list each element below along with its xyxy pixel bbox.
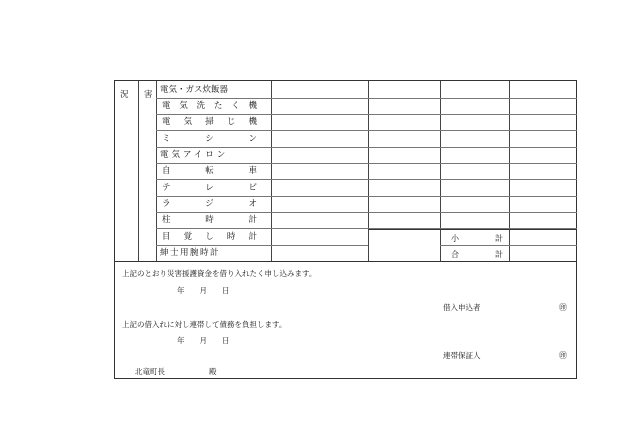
guarantor-seal-mark: ㊞: [559, 351, 567, 360]
category-label-left: 況: [120, 90, 129, 100]
item-electric-iron: 電気アイロン: [160, 150, 229, 160]
loan-application-form: [114, 80, 577, 379]
item-radio: ラ ジ オ: [162, 199, 257, 209]
item-alarm-clock: 目 覚 し 時 計: [162, 232, 257, 242]
mayor-addressee: 北竜町長: [135, 367, 165, 376]
item-bicycle: 自 転 車: [162, 166, 257, 176]
column-divider: [440, 81, 441, 261]
column-divider: [368, 81, 369, 261]
guarantor-label: 連帯保証人: [443, 351, 481, 360]
item-wall-clock: 柱 時 計: [162, 215, 257, 225]
item-television: テ レ ビ: [162, 183, 257, 193]
guarantee-statement: 上記の借入れに対し連帯して債務を負担します。: [122, 320, 287, 329]
item-sewing-machine: ミ シ ン: [162, 134, 257, 144]
column-divider: [271, 81, 272, 261]
category-label-right: 害: [144, 90, 153, 100]
column-divider: [156, 81, 157, 261]
applicant-label: 借入申込者: [443, 303, 481, 312]
column-divider: [138, 81, 139, 261]
total-label: 合 計: [451, 250, 503, 259]
item-rice-cooker: 電気・ガス炊飯器: [160, 85, 229, 95]
item-vacuum-cleaner: 電 気 掃 じ 機: [162, 117, 257, 127]
applicant-seal-mark: ㊞: [559, 303, 567, 312]
honorific: 殿: [209, 367, 217, 376]
guarantee-date: 年 月 日: [177, 336, 230, 345]
application-date: 年 月 日: [177, 286, 230, 295]
item-mens-wristwatch: 紳士用腕時計: [160, 248, 221, 258]
column-divider: [509, 81, 510, 261]
subtotal-label: 小 計: [451, 234, 503, 243]
application-statement: 上記のとおり災害援護資金を借り入れたく申し込みます。: [122, 269, 317, 278]
item-washing-machine: 電 気 洗 た く 機: [162, 101, 257, 111]
